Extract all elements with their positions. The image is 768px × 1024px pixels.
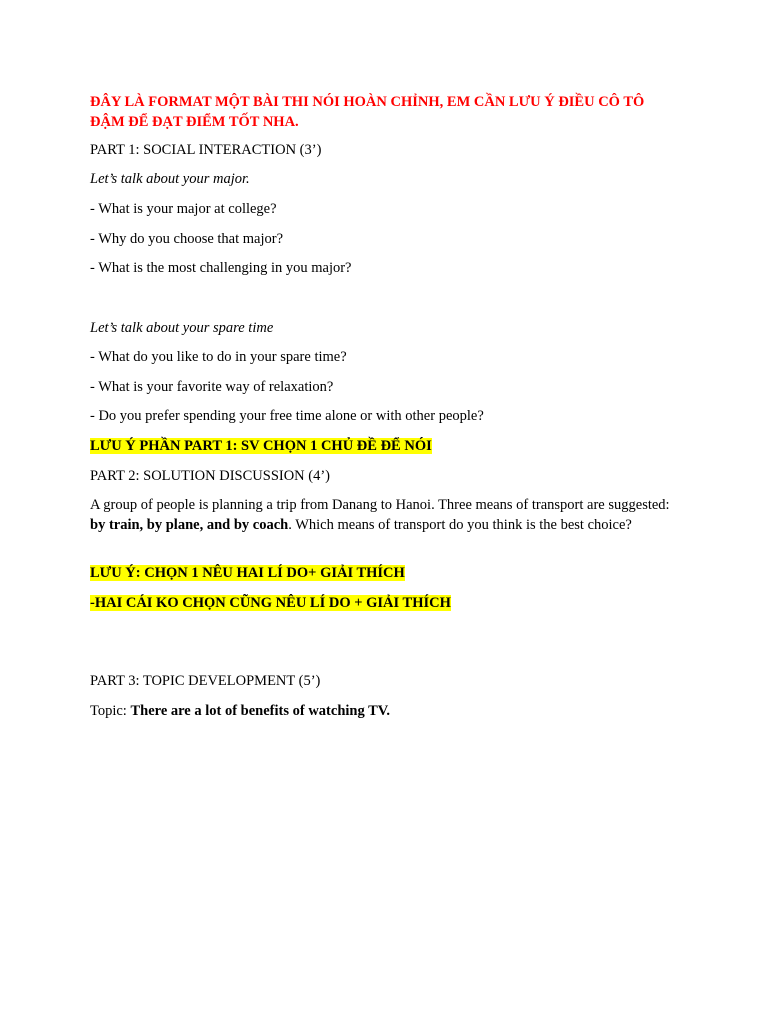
part2-prompt — [90, 496, 680, 535]
part2-note-1 — [90, 564, 680, 584]
part1-topic2-question: - What is your favorite way of relaxation? — [90, 379, 334, 395]
part3-topic-label: Topic: — [90, 703, 131, 719]
document-header — [90, 93, 680, 132]
part3-title: PART 3: TOPIC DEVELOPMENT (5’) — [90, 673, 321, 689]
part1-note — [90, 437, 680, 457]
part3-topic-text: There are a lot of benefits of watching TV. — [130, 703, 390, 719]
part1-topic1-question: - Why do you choose that major? — [90, 231, 284, 247]
part1-topic2-question: - Do you prefer spending your free time alone or with other people? — [90, 408, 484, 424]
part3-topic — [90, 702, 680, 722]
part2-prompt-options: by train, by plane, and by coach — [90, 516, 289, 533]
part1-topic1-question: - What is your major at college? — [90, 201, 277, 217]
part2-note-1-highlight: LƯU Ý: CHỌN 1 NÊU HAI LÍ DO+ GIẢI THÍCH — [90, 565, 405, 581]
header-line-2: ĐẬM ĐỂ ĐẠT ĐIỂM TỐT NHA. — [90, 113, 299, 130]
part1-title: PART 1: SOCIAL INTERACTION (3’) — [90, 142, 322, 158]
header-line-1: ĐÂY LÀ FORMAT MỘT BÀI THI NÓI HOÀN CHỈNH, EM CẦN LƯU Ý ĐIỀU CÔ TÔ — [90, 94, 645, 110]
part1-topic2: Let’s talk about your spare time — [90, 320, 274, 336]
part2-title: PART 2: SOLUTION DISCUSSION (4’) — [90, 468, 331, 484]
part2-prompt-text: A group of people is planning a trip from Danang to Hanoi. Three means of transport are suggested: — [90, 497, 670, 513]
part1-topic1-question: - What is the most challenging in you major? — [90, 260, 352, 276]
part1-topic2-question: - What do you like to do in your spare time? — [90, 349, 347, 365]
part2-prompt-question: . Which means of transport do you think is the best choice? — [288, 516, 632, 533]
part1-topic1: Let’s talk about your major. — [90, 171, 250, 187]
part2-note-2 — [90, 594, 680, 614]
part2-note-2-highlight: -HAI CÁI KO CHỌN CŨNG NÊU LÍ DO + GIẢI THÍCH — [90, 595, 451, 611]
part1-note-highlight: LƯU Ý PHẦN PART 1: SV CHỌN 1 CHỦ ĐỀ ĐỂ NÓI — [90, 438, 432, 454]
